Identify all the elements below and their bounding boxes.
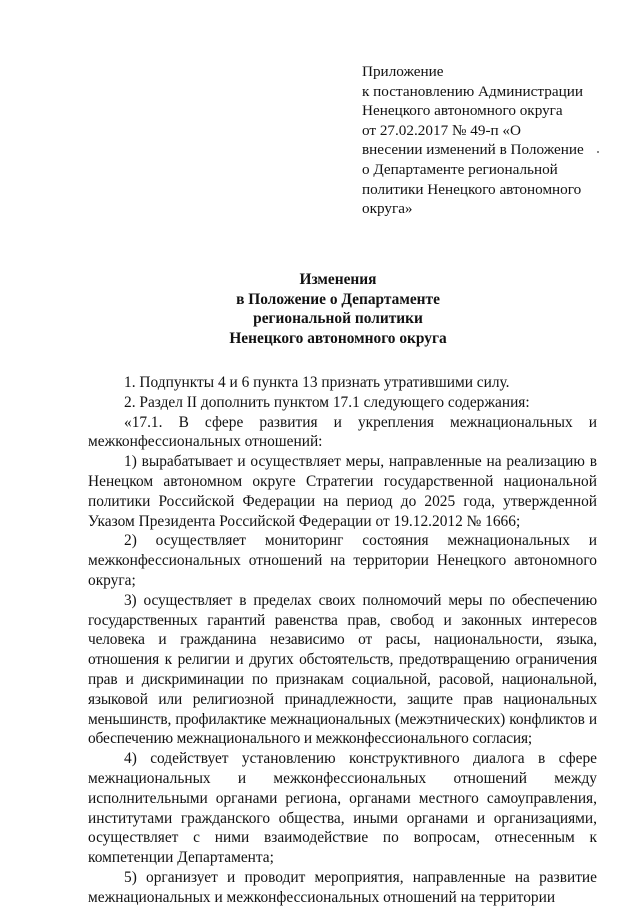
body-paragraph: 2. Раздел II дополнить пунктом 17.1 следующего содержания: xyxy=(124,393,530,411)
attachment-line: Ненецкого автономного округа xyxy=(362,102,563,120)
body-paragraph: «17.1. В сфере развития и укрепления межнациональных и межконфессиональных отношений: xyxy=(88,413,597,451)
body-paragraph: 1. Подпункты 4 и 6 пункта 13 признать утратившими силу. xyxy=(124,374,510,391)
attachment-line: к постановлению Администрации xyxy=(362,82,583,100)
document-title xyxy=(88,270,588,348)
title-line: Изменения xyxy=(299,271,377,288)
attachment-header xyxy=(362,62,602,219)
document-body xyxy=(88,373,597,908)
attachment-line: политики Ненецкого автономного xyxy=(362,180,582,198)
attachment-line: о Департаменте региональной xyxy=(362,160,558,178)
attachment-line: от 27.02.2017 № 49-п «О xyxy=(362,121,521,139)
title-line: региональной политики xyxy=(253,310,423,328)
body-paragraph: 1) вырабатывает и осуществляет меры, направленные на реализацию в Ненецком автономном округе Стратегии государственной национальной политики Российской Федерации на период до 2025 года, утвержденной Указом Президента Российской Федерации от 19.12.2012 № 1666; xyxy=(88,453,597,530)
body-paragraph: 3) осуществляет в пределах своих полномочий меры по обеспечению государственных гарантий равенства прав, свобод и законных интересов человека и гражданина независимо от расы, национальности, языка, отношения к религии и других обстоятельств, предотвращению ограничения прав и дискриминации по признакам социальной, расовой, национальной, языковой или религиозной принадлежности, защите прав национальных меньшинств, профилактике межнациональных (межэтнических) конфликтов и обеспечению межнационального и межконфессионального согласия; xyxy=(88,591,597,748)
body-paragraph: 5) организует и проводит мероприятия, направленные на развитие межнациональных и межконфессиональных отношений на территории xyxy=(88,868,597,906)
body-paragraph: 4) содействует установлению конструктивного диалога в сфере межнациональных и межконфессиональных отношений между исполнительными органами региона, органами местного самоуправления, институтами гражданского общества, иными органами и организациями, осуществляет с ними взаимодействие по вопросам, отнесенным к компетенции Департамента; xyxy=(88,750,597,867)
attachment-line: округа» xyxy=(362,200,413,218)
title-line: Ненецкого автономного округа xyxy=(229,329,447,347)
title-line: в Положение о Департаменте xyxy=(236,290,440,308)
body-paragraph: 2) осуществляет мониторинг состояния межнациональных и межконфессиональных отношений на территории Ненецкого автономного округа; xyxy=(88,532,597,589)
attachment-line: внесении изменений в Положение xyxy=(362,141,584,159)
attachment-line: Приложение xyxy=(362,63,444,80)
